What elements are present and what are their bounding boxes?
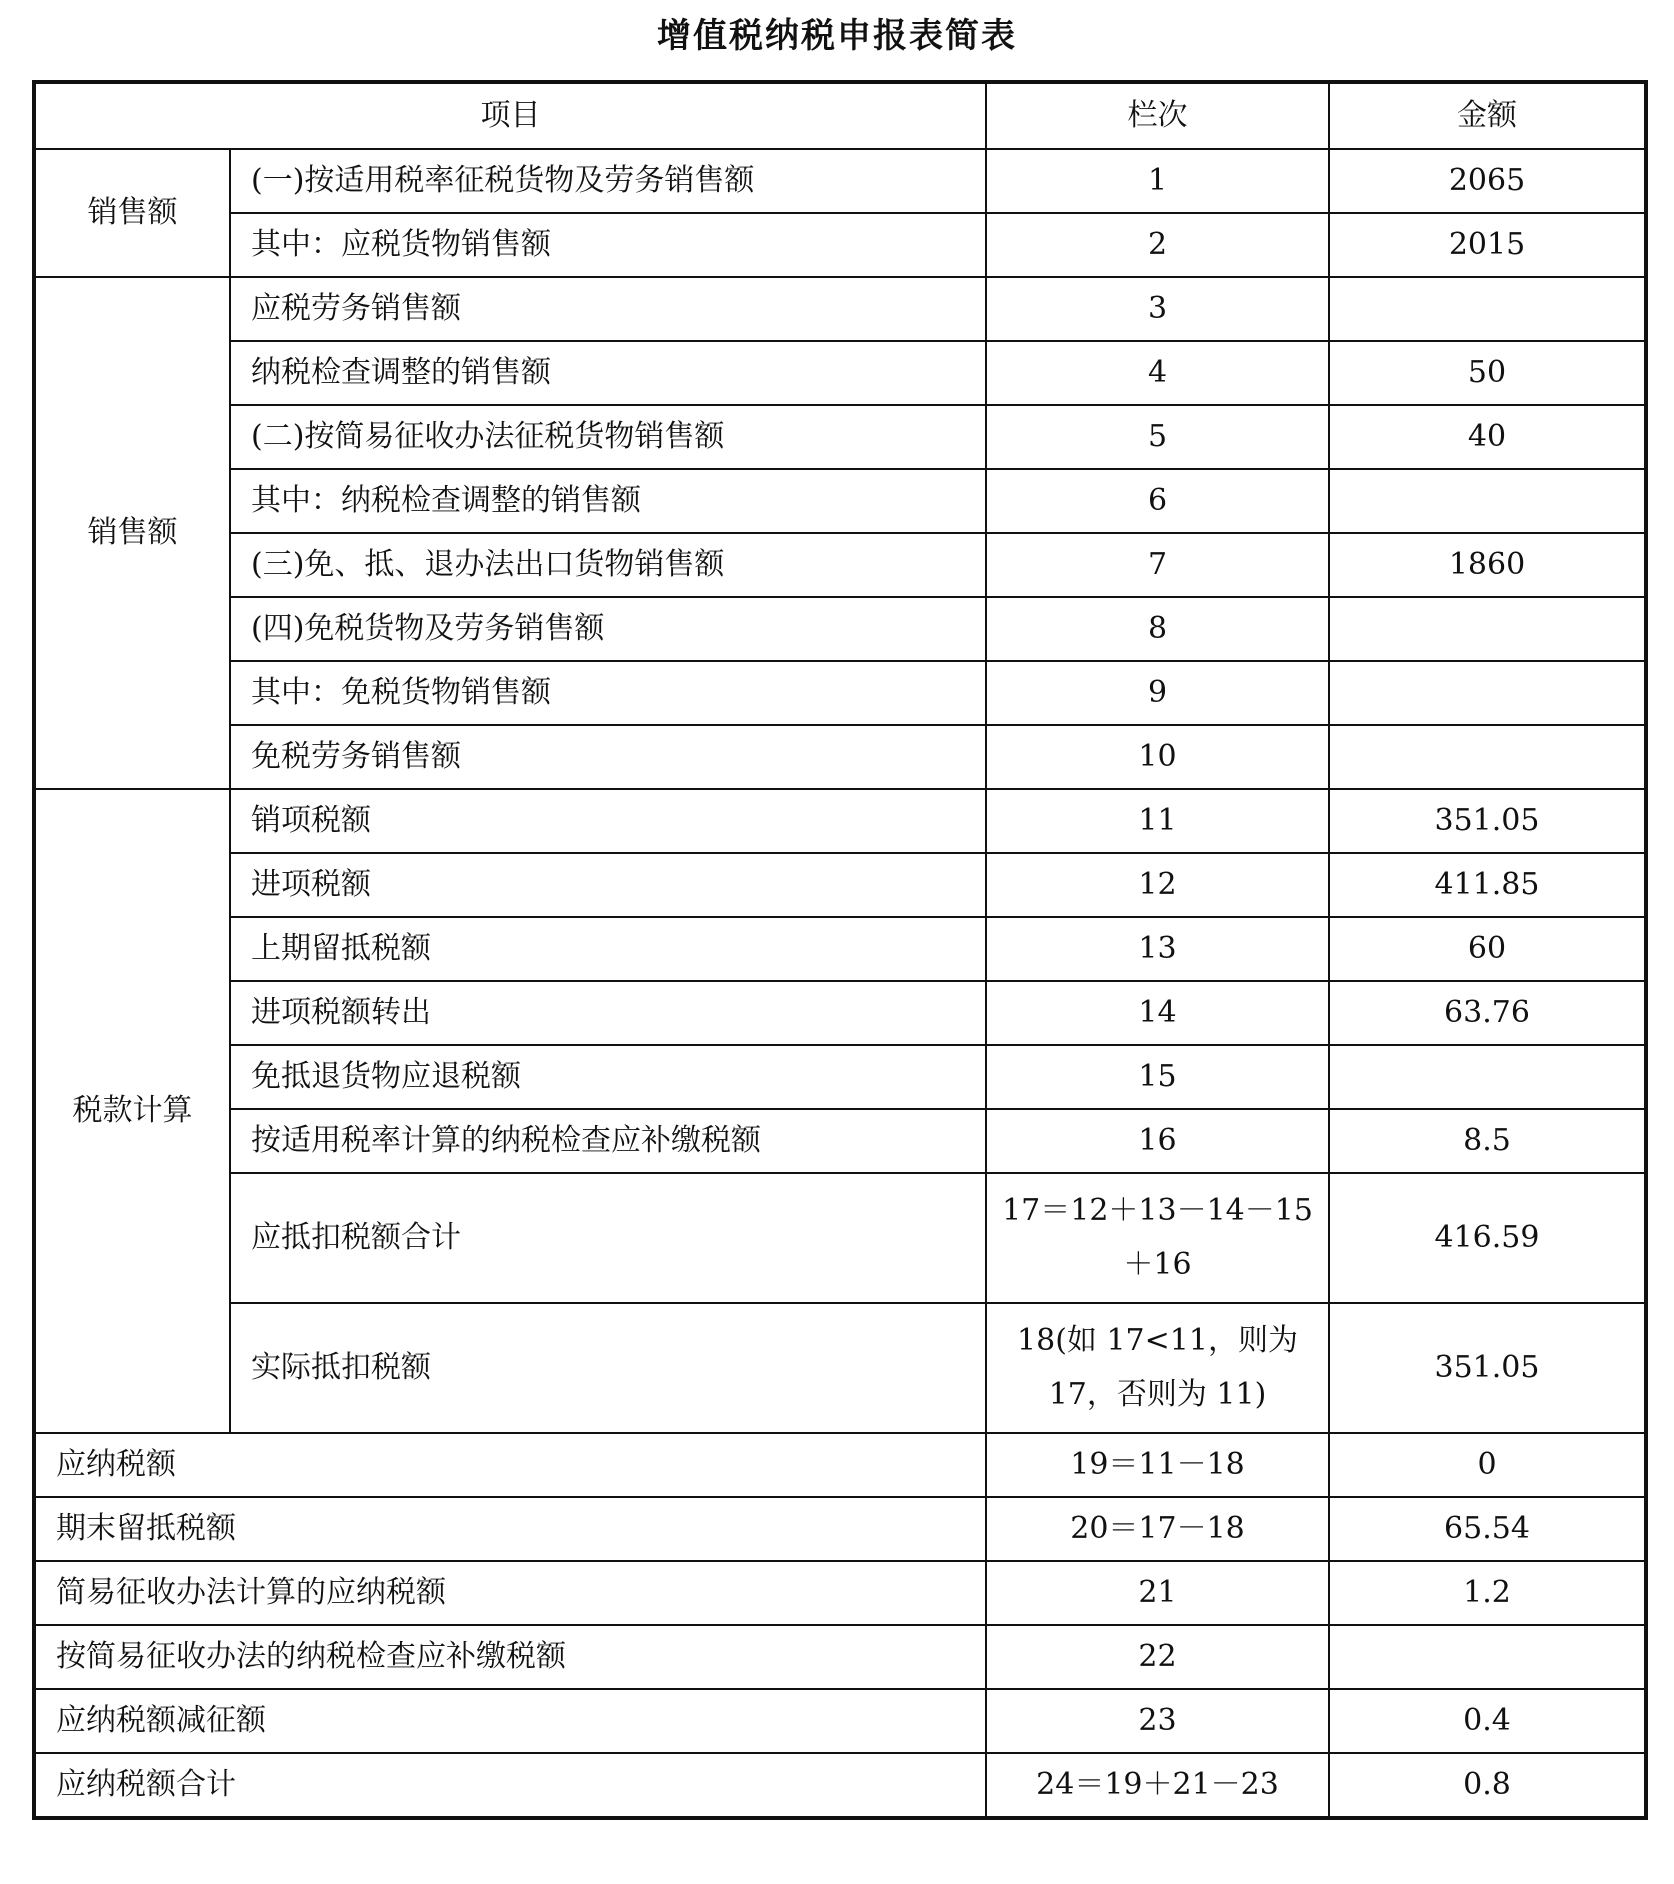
table-row [34, 469, 1646, 533]
table-row [34, 789, 1646, 853]
row-amount: 411.85 [1329, 853, 1646, 917]
row-item: 纳税检查调整的销售额 [230, 341, 986, 405]
row-item: 上期留抵税额 [230, 917, 986, 981]
table-row [34, 597, 1646, 661]
row-line: 12 [986, 853, 1329, 917]
row-item: 简易征收办法计算的应纳税额 [34, 1561, 986, 1625]
row-item: 实际抵扣税额 [230, 1303, 986, 1433]
table-row [34, 725, 1646, 789]
row-amount [1329, 1045, 1646, 1109]
row-amount: 8.5 [1329, 1109, 1646, 1173]
table-row [34, 405, 1646, 469]
table-row [34, 1497, 1646, 1561]
row-amount: 0.4 [1329, 1689, 1646, 1753]
row-line: 18(如 17<11，则为 17，否则为 11) [986, 1303, 1329, 1433]
row-item: 其中：纳税检查调整的销售额 [230, 469, 986, 533]
page-title: 增值税纳税申报表简表 [657, 16, 1017, 56]
row-amount: 351.05 [1329, 789, 1646, 853]
row-amount: 2065 [1329, 149, 1646, 213]
table-row [34, 1303, 1646, 1433]
table-row [34, 1689, 1646, 1753]
table-row [34, 341, 1646, 405]
row-amount: 0.8 [1329, 1753, 1646, 1818]
row-line: 24＝19＋21－23 [986, 1753, 1329, 1818]
row-item: 免税劳务销售额 [230, 725, 986, 789]
row-line: 17＝12＋13－14－15＋16 [986, 1173, 1329, 1303]
table-row [34, 1433, 1646, 1497]
row-amount [1329, 1625, 1646, 1689]
row-item: 销项税额 [230, 789, 986, 853]
row-line: 1 [986, 149, 1329, 213]
row-line: 6 [986, 469, 1329, 533]
row-amount: 65.54 [1329, 1497, 1646, 1561]
row-line: 16 [986, 1109, 1329, 1173]
row-amount [1329, 725, 1646, 789]
row-amount: 1860 [1329, 533, 1646, 597]
row-item: 免抵退货物应退税额 [230, 1045, 986, 1109]
row-amount [1329, 277, 1646, 341]
table-row [34, 917, 1646, 981]
row-item: 按适用税率计算的纳税检查应补缴税额 [230, 1109, 986, 1173]
row-item: 其中：免税货物销售额 [230, 661, 986, 725]
row-line: 19＝11－18 [986, 1433, 1329, 1497]
row-amount [1329, 661, 1646, 725]
row-item: 其中：应税货物销售额 [230, 213, 986, 277]
row-line: 9 [986, 661, 1329, 725]
table-row [34, 277, 1646, 341]
table-row [34, 981, 1646, 1045]
row-item: 应税劳务销售额 [230, 277, 986, 341]
row-item: (二)按简易征收办法征税货物销售额 [230, 405, 986, 469]
table-row [34, 853, 1646, 917]
row-item: 进项税额转出 [230, 981, 986, 1045]
row-amount: 50 [1329, 341, 1646, 405]
row-item: 应纳税额合计 [34, 1753, 986, 1818]
group-label-tax-calc: 税款计算 [34, 789, 230, 1433]
row-line: 7 [986, 533, 1329, 597]
row-line: 3 [986, 277, 1329, 341]
vat-return-table [32, 80, 1648, 1820]
row-item: 应纳税额 [34, 1433, 986, 1497]
header-row [34, 82, 1646, 149]
table-row [34, 1109, 1646, 1173]
row-amount: 60 [1329, 917, 1646, 981]
row-amount: 2015 [1329, 213, 1646, 277]
row-amount: 1.2 [1329, 1561, 1646, 1625]
row-line: 14 [986, 981, 1329, 1045]
row-line: 20＝17－18 [986, 1497, 1329, 1561]
row-line: 11 [986, 789, 1329, 853]
row-item: 应纳税额减征额 [34, 1689, 986, 1753]
header-amount: 金额 [1329, 82, 1646, 149]
row-line: 13 [986, 917, 1329, 981]
row-amount: 351.05 [1329, 1303, 1646, 1433]
row-item: (一)按适用税率征税货物及劳务销售额 [230, 149, 986, 213]
row-amount: 63.76 [1329, 981, 1646, 1045]
group-label-sales: 销售额 [34, 277, 230, 789]
row-item: 进项税额 [230, 853, 986, 917]
row-line: 4 [986, 341, 1329, 405]
row-item: 应抵扣税额合计 [230, 1173, 986, 1303]
table-row [34, 1753, 1646, 1818]
row-line: 22 [986, 1625, 1329, 1689]
row-line: 15 [986, 1045, 1329, 1109]
row-amount [1329, 597, 1646, 661]
row-line: 8 [986, 597, 1329, 661]
table-row [34, 1561, 1646, 1625]
row-item: 期末留抵税额 [34, 1497, 986, 1561]
table-row [34, 1045, 1646, 1109]
table-row [34, 149, 1646, 213]
row-amount: 416.59 [1329, 1173, 1646, 1303]
row-item: (三)免、抵、退办法出口货物销售额 [230, 533, 986, 597]
row-item: (四)免税货物及劳务销售额 [230, 597, 986, 661]
table-row [34, 1625, 1646, 1689]
row-amount [1329, 469, 1646, 533]
table-row [34, 533, 1646, 597]
row-amount: 40 [1329, 405, 1646, 469]
table-row [34, 661, 1646, 725]
row-line: 10 [986, 725, 1329, 789]
row-amount: 0 [1329, 1433, 1646, 1497]
table-row [34, 213, 1646, 277]
table-row [34, 1173, 1646, 1303]
header-item: 项目 [34, 82, 986, 149]
row-item: 按简易征收办法的纳税检查应补缴税额 [34, 1625, 986, 1689]
row-line: 23 [986, 1689, 1329, 1753]
row-line: 21 [986, 1561, 1329, 1625]
row-line: 5 [986, 405, 1329, 469]
group-label-sales: 销售额 [34, 149, 230, 277]
row-line: 2 [986, 213, 1329, 277]
header-line: 栏次 [986, 82, 1329, 149]
